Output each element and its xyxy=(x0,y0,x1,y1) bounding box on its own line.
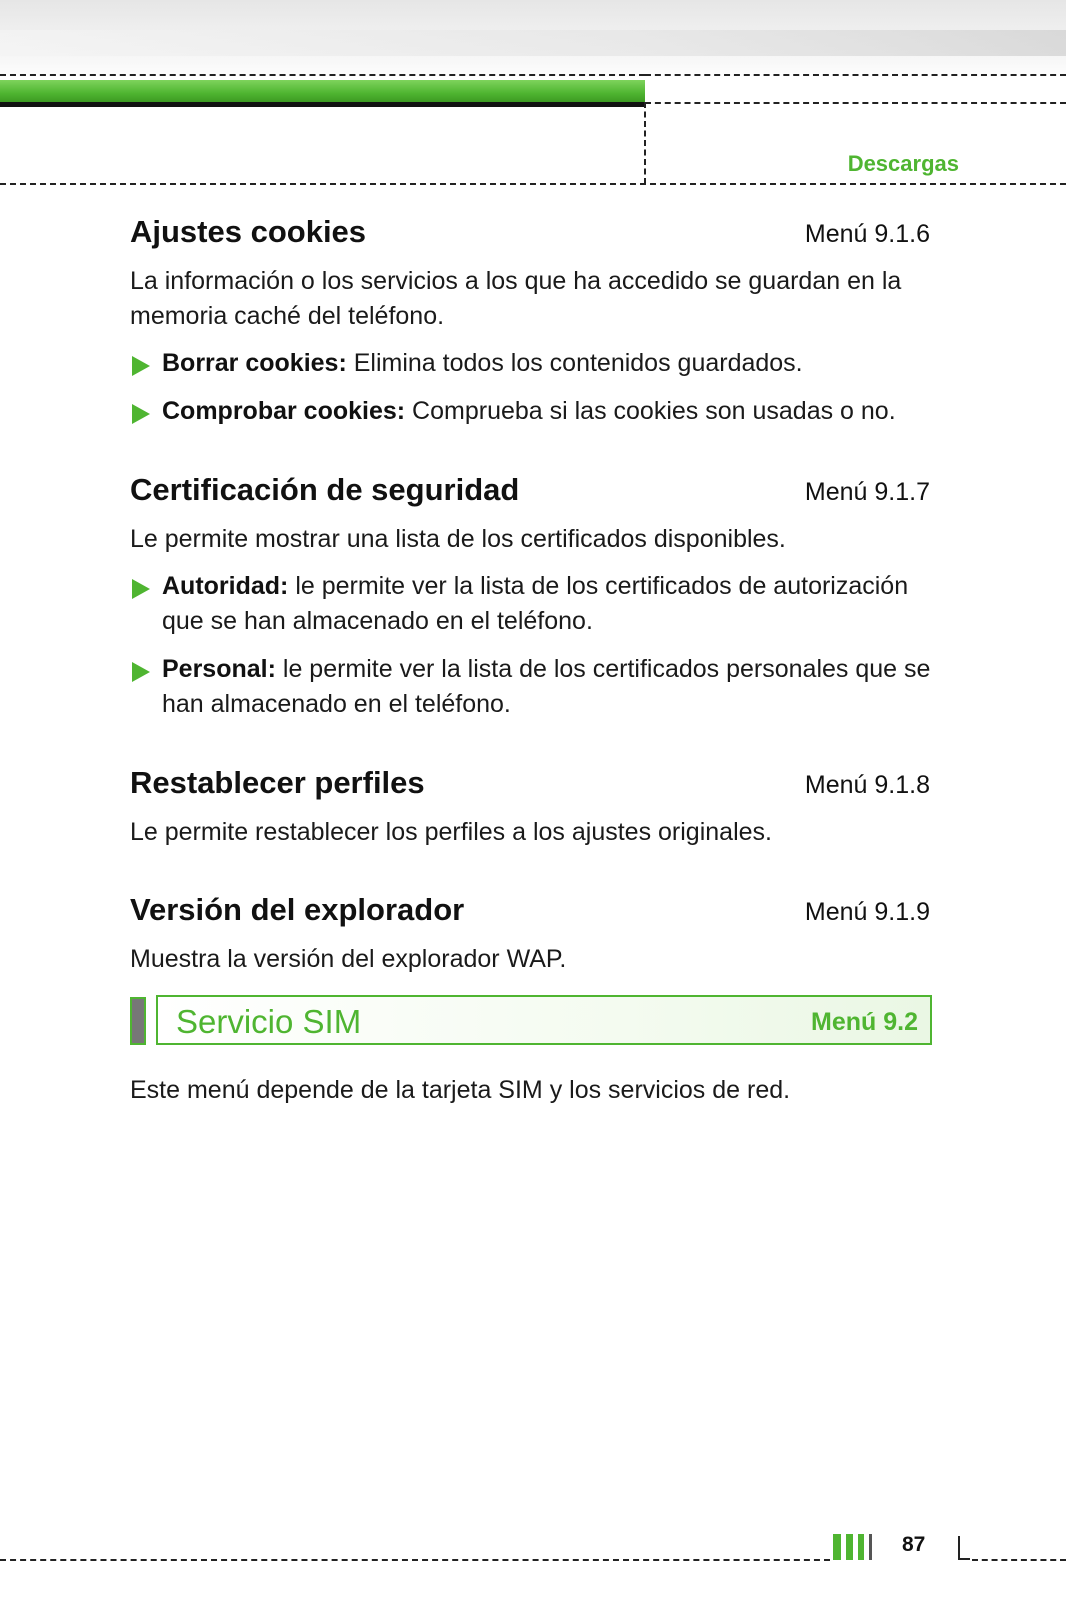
header-dashed-rule-top-right xyxy=(645,74,1066,76)
footer-corner-mark xyxy=(958,1536,970,1560)
subsection-header xyxy=(130,208,950,252)
footer-bars-decoration xyxy=(833,1534,872,1560)
header-streak xyxy=(0,30,1066,56)
footer-bar xyxy=(833,1534,841,1560)
header-dashed-divider xyxy=(644,102,646,184)
subsection-title: Certificación de seguridad xyxy=(130,472,520,507)
bullet-item xyxy=(130,346,950,381)
footer-dashed-rule-left xyxy=(0,1559,830,1561)
section-spacer xyxy=(130,442,950,466)
bullet-item xyxy=(130,652,950,722)
bullet-term: Personal: xyxy=(162,655,276,683)
header-dashed-rule-top-left xyxy=(0,74,645,76)
subsection-menu-code: Menú 9.1.8 xyxy=(804,771,930,799)
subsection-description: Le permite mostrar una lista de los certificados disponibles. xyxy=(130,525,786,553)
subsection-header xyxy=(130,759,950,803)
subsection-title: Ajustes cookies xyxy=(130,214,367,249)
subsection-header xyxy=(130,466,950,510)
triangle-bullet-icon xyxy=(132,404,150,424)
bullet-text: Elimina todos los contenidos guardados. xyxy=(346,349,803,377)
section-spacer xyxy=(130,735,950,759)
footer-dashed-rule-right xyxy=(972,1559,1066,1561)
sim-section-marker xyxy=(130,997,146,1045)
triangle-bullet-icon xyxy=(132,356,150,376)
header-black-bar xyxy=(0,102,645,107)
bullet-term: Comprobar cookies: xyxy=(162,397,406,425)
header-dashed-rule-mid-right xyxy=(645,102,1066,104)
footer-bar xyxy=(869,1534,872,1560)
bullet-text: Comprueba si las cookies son usadas o no. xyxy=(405,397,896,425)
subsection-menu-code: Menú 9.1.7 xyxy=(804,478,930,506)
sim-section-title: Servicio SIM xyxy=(176,1003,362,1040)
subsection-menu-code: Menú 9.1.9 xyxy=(804,898,930,926)
triangle-bullet-icon xyxy=(132,662,150,682)
subsection-title: Versión del explorador xyxy=(130,892,465,927)
bullet-term: Autoridad: xyxy=(162,572,289,600)
sim-section-menu-code: Menú 9.2 xyxy=(811,1008,918,1036)
subsection-menu-code: Menú 9.1.6 xyxy=(804,220,930,248)
bullet-text: le permite ver la lista de los certificados personales que se han almacenado en el teléfono. xyxy=(162,655,931,718)
section-label: Descargas xyxy=(847,151,959,176)
sim-section-box xyxy=(156,995,932,1045)
page-content xyxy=(130,208,950,1120)
subsection-description: Muestra la versión del explorador WAP. xyxy=(130,945,567,973)
subsection-description: Le permite restablecer los perfiles a los ajustes originales. xyxy=(130,818,772,846)
bullet-text: le permite ver la lista de los certificados de autorización que se han almacenado en el teléfono. xyxy=(162,572,909,635)
subsection-header xyxy=(130,886,950,930)
bullet-item xyxy=(130,569,950,639)
footer-bar xyxy=(858,1534,864,1560)
triangle-bullet-icon xyxy=(132,579,150,599)
section-spacer xyxy=(130,862,950,886)
sim-section-header xyxy=(130,995,950,1047)
bullet-term: Borrar cookies: xyxy=(162,349,347,377)
header-dashed-rule-bottom xyxy=(0,183,1066,185)
subsection-title: Restablecer perfiles xyxy=(130,765,425,800)
footer-bar xyxy=(846,1534,853,1560)
header-green-bar xyxy=(0,80,645,102)
subsection-description: La información o los servicios a los que ha accedido se guardan en la memoria caché del teléfono. xyxy=(130,267,902,330)
page-number: 87 xyxy=(902,1533,926,1556)
sim-section-description: Este menú depende de la tarjeta SIM y los servicios de red. xyxy=(130,1076,791,1104)
bullet-item xyxy=(130,394,950,429)
